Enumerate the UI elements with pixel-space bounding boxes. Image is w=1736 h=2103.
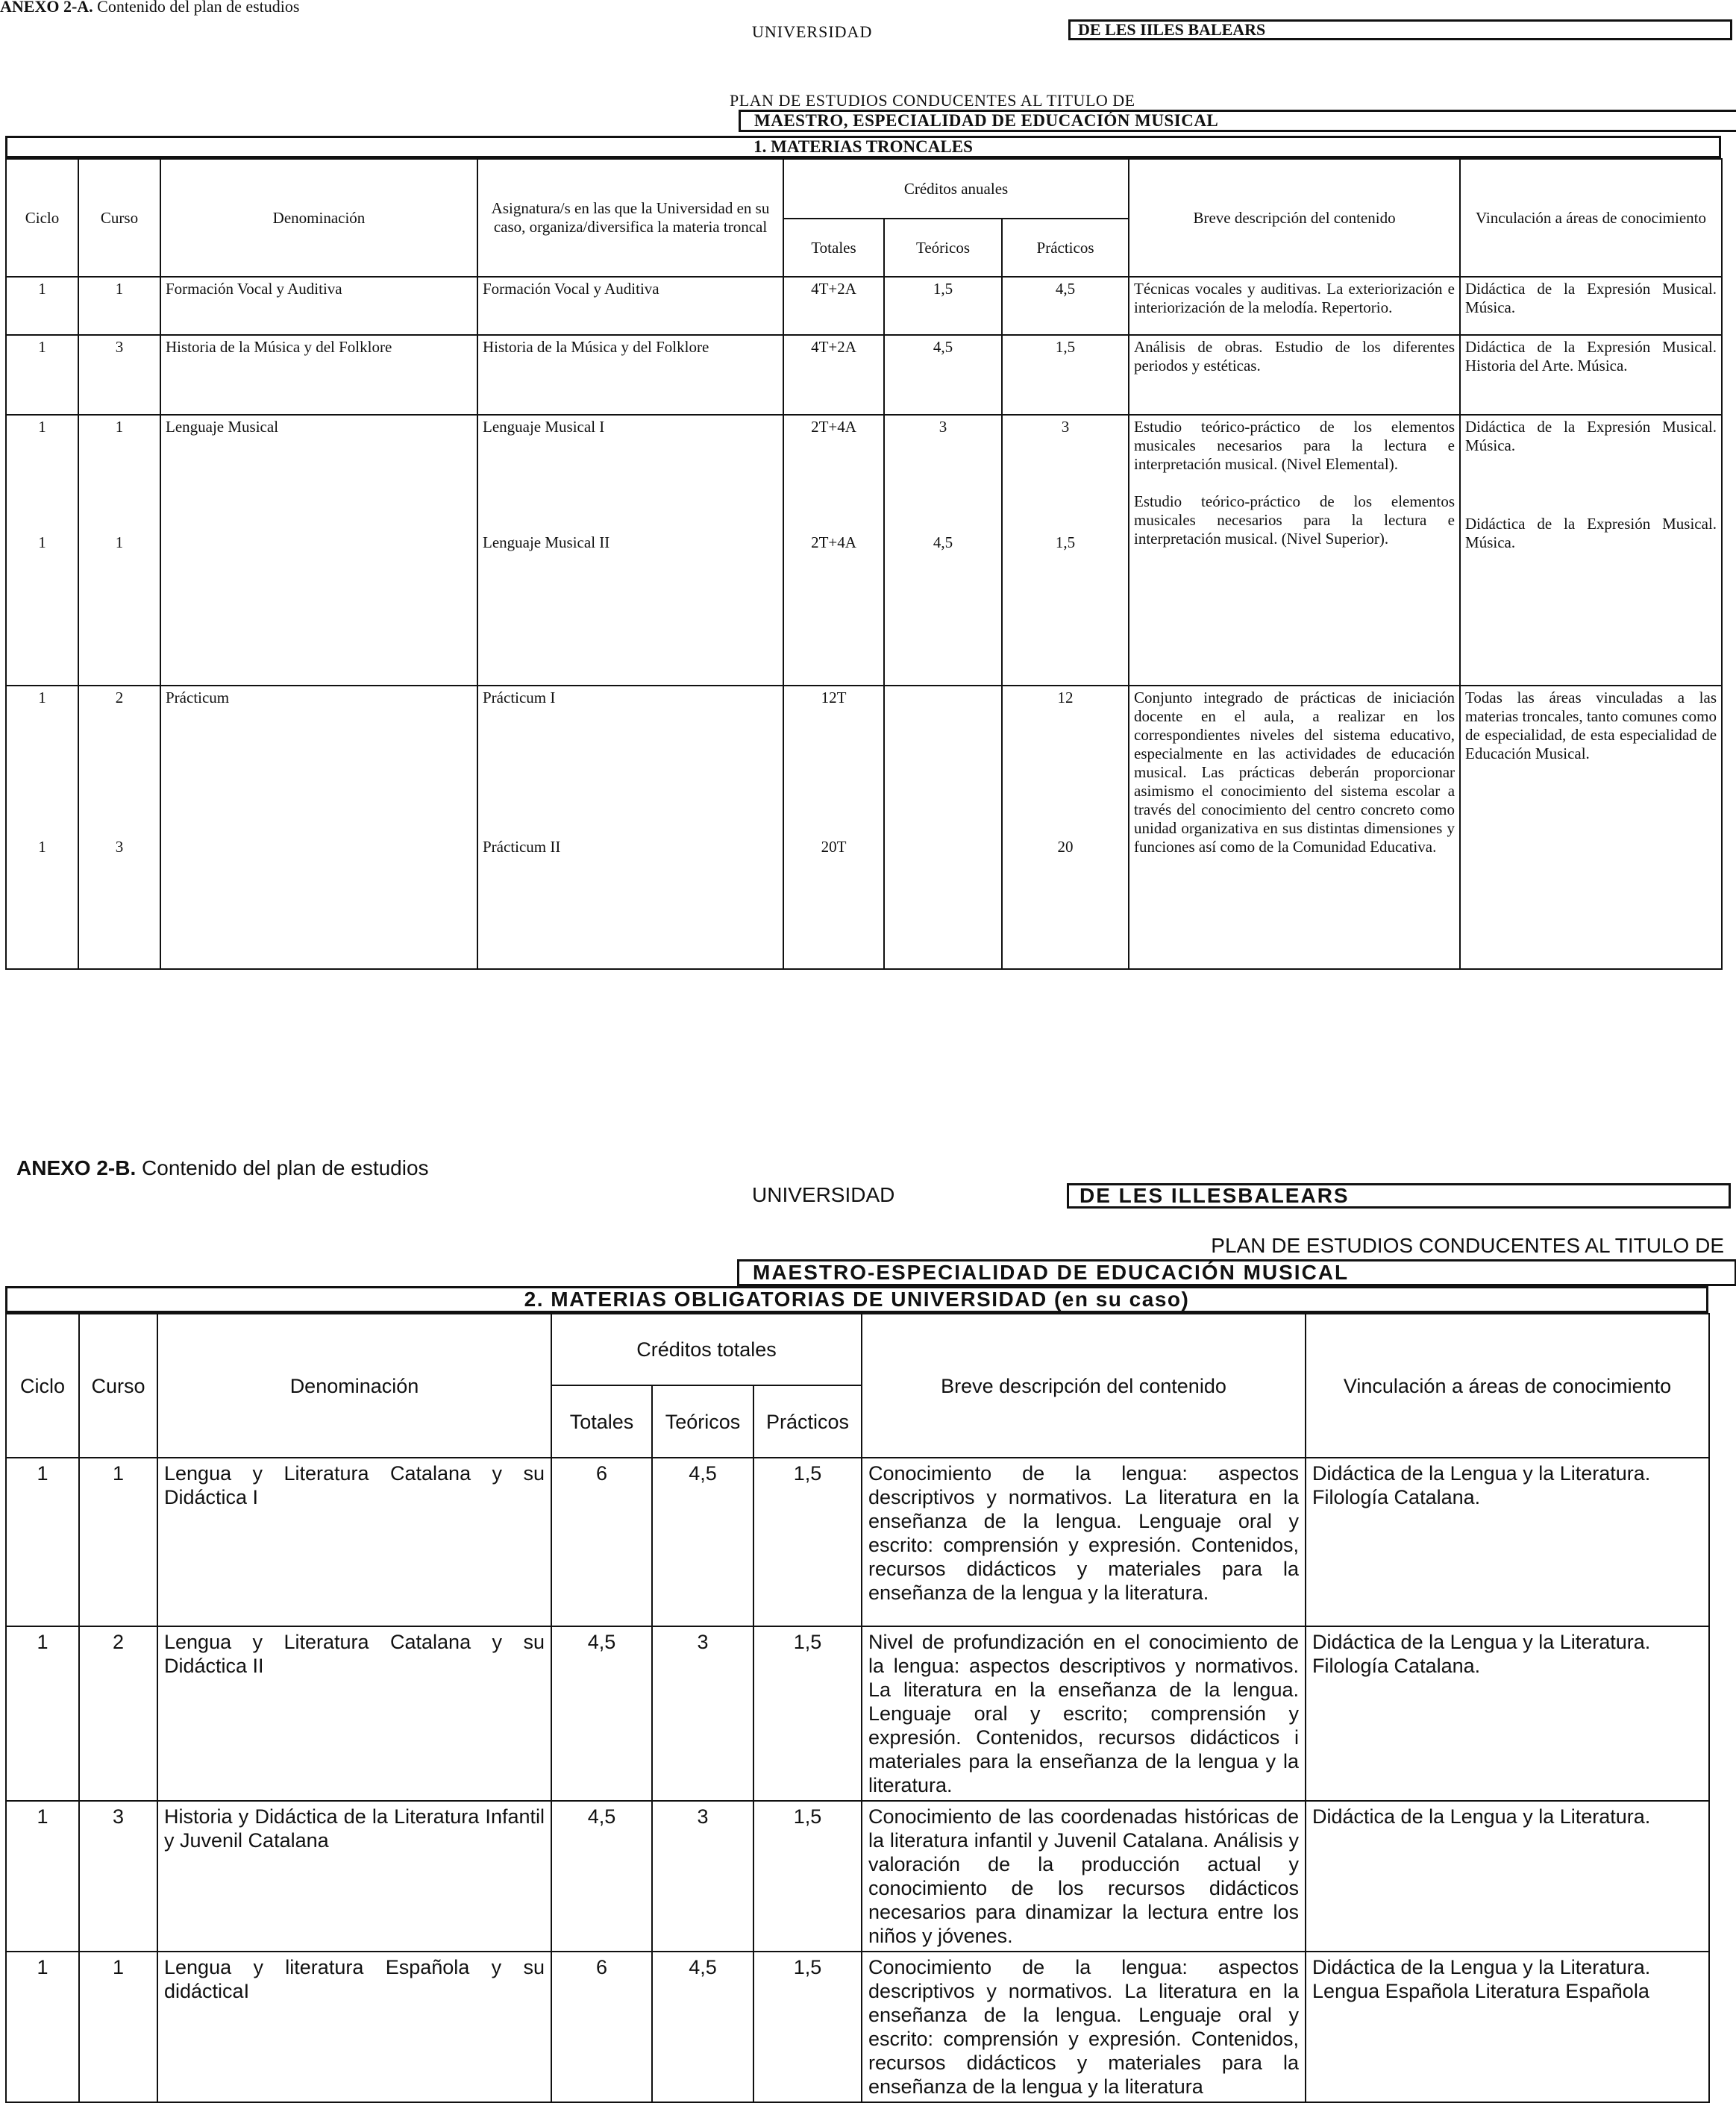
cell-asignatura: Historia de la Música y del Folklore <box>477 335 783 415</box>
section-title: 1. MATERIAS TRONCALES <box>5 136 1721 158</box>
cell-totales: 4,5 <box>551 1801 652 1952</box>
asignatura-2: Lenguaje Musical II <box>483 533 610 551</box>
curso-2: 3 <box>115 838 124 856</box>
materias-troncales-table <box>5 158 1723 970</box>
cell-teoricos: 3 <box>652 1801 753 1952</box>
header-creditos: Créditos totales <box>551 1314 862 1385</box>
cell-curso: 1 <box>78 277 160 335</box>
cell-practicos: 1,5 <box>753 1801 862 1952</box>
table-row <box>6 1801 1709 1952</box>
header-creditos: Créditos anuales <box>783 159 1129 219</box>
header-ciclo: Ciclo <box>6 159 78 277</box>
cell-totales <box>783 686 884 969</box>
descripcion-1: Estudio teórico-práctico de los elementos musicales necesarios para la lectura e interpretación musical. (Nivel Elemental). <box>1134 418 1455 473</box>
cell-descripcion: Conocimiento de la lengua: aspectos descriptivos y normativos. La literatura en la enseñanza de la lengua. Lenguaje oral y escrito: comprensión y expresión. Contenidos, recursos didácticos y materiales para la enseñanza de la lengua y la literatura <box>862 1952 1306 2102</box>
header-totales: Totales <box>551 1385 652 1458</box>
cell-curso: 3 <box>78 335 160 415</box>
cell-curso <box>78 415 160 686</box>
cell-denominacion: Lengua y Literatura Catalana y su Didáctica I <box>157 1458 551 1626</box>
section-title: 2. MATERIAS OBLIGATORIAS DE UNIVERSIDAD (en su caso) <box>5 1286 1708 1313</box>
cell-practicos <box>1002 686 1129 969</box>
curso-2: 1 <box>115 533 124 551</box>
teoricos-1: 3 <box>938 418 947 436</box>
header-practicos: Prácticos <box>753 1385 862 1458</box>
cell-practicos: 1,5 <box>753 1952 862 2102</box>
materias-obligatorias-table <box>5 1313 1710 2103</box>
cell-curso <box>78 686 160 969</box>
cell-descripcion: Técnicas vocales y auditivas. La exteriorización e interiorización de la melodía. Repertorio. <box>1129 277 1460 335</box>
cell-curso: 2 <box>79 1626 157 1801</box>
cell-denominacion: Lengua y literatura Española y su didácticaI <box>157 1952 551 2102</box>
table-row <box>6 1626 1709 1801</box>
table-row <box>6 686 1722 969</box>
ciclo-2: 1 <box>38 838 46 856</box>
practicos-2: 1,5 <box>1055 533 1076 551</box>
header-curso: Curso <box>78 159 160 277</box>
cell-vinculacion: Didáctica de la Expresión Musical. Historia del Arte. Música. <box>1460 335 1722 415</box>
header-asignaturas: Asignatura/s en las que la Universidad en su caso, organiza/diversifica la materia troncal <box>477 159 783 277</box>
cell-totales: 6 <box>551 1458 652 1626</box>
table-row <box>6 277 1722 335</box>
cell-teoricos: 3 <box>652 1626 753 1801</box>
asignatura-1: Prácticum I <box>483 689 556 706</box>
totales-1: 2T+4A <box>811 418 856 436</box>
university-name: DE LES IILES BALEARS <box>1068 19 1732 40</box>
curso-1: 2 <box>115 689 124 706</box>
cell-denominacion: Lengua y Literatura Catalana y su Didáctica II <box>157 1626 551 1801</box>
cell-ciclo: 1 <box>6 277 78 335</box>
asignatura-2: Prácticum II <box>483 838 561 856</box>
cell-totales: 4T+2A <box>783 277 884 335</box>
cell-practicos: 1,5 <box>1002 335 1129 415</box>
cell-asignatura: Formación Vocal y Auditiva <box>477 277 783 335</box>
cell-teoricos <box>884 686 1002 969</box>
header-vinculacion: Vinculación a áreas de conocimiento <box>1460 159 1722 277</box>
cell-ciclo <box>6 415 78 686</box>
header-curso: Curso <box>79 1314 157 1458</box>
cell-vinculacion: Didáctica de la Expresión Musical. Música. <box>1460 277 1722 335</box>
cell-ciclo: 1 <box>6 1458 79 1626</box>
practicos-1: 3 <box>1061 418 1070 436</box>
header-descripcion: Breve descripción del contenido <box>862 1314 1306 1458</box>
cell-vinculacion <box>1460 415 1722 686</box>
totales-2: 2T+4A <box>811 533 856 551</box>
cell-totales: 4T+2A <box>783 335 884 415</box>
cell-totales: 4,5 <box>551 1626 652 1801</box>
cell-teoricos: 4,5 <box>652 1458 753 1626</box>
cell-ciclo: 1 <box>6 335 78 415</box>
cell-ciclo <box>6 686 78 969</box>
cell-practicos: 4,5 <box>1002 277 1129 335</box>
cell-descripcion: Análisis de obras. Estudio de los diferentes periodos y estéticas. <box>1129 335 1460 415</box>
header-teoricos: Teóricos <box>884 219 1002 277</box>
cell-descripcion: Conjunto integrado de prácticas de iniciación docente en el aula, a realizar en los correspondientes niveles del sistema educativo, especialmente en las actividades de educación musical. Las prácticas deberán proporcionar asimismo el conocimiento del sistema escolar a través del conocimiento del centro concreto como unidad organizativa en sus distintas dimensiones y funciones así como de la Comunidad Educativa. <box>1129 686 1460 969</box>
university-label: UNIVERSIDAD <box>752 22 873 41</box>
cell-denominacion: Historia y Didáctica de la Literatura Infantil y Juvenil Catalana <box>157 1801 551 1952</box>
cell-asignatura <box>477 686 783 969</box>
table-row <box>6 335 1722 415</box>
ciclo-2: 1 <box>38 533 46 551</box>
table-row <box>6 1458 1709 1626</box>
cell-descripcion <box>1129 415 1460 686</box>
header-practicos: Prácticos <box>1002 219 1129 277</box>
table-row <box>6 1952 1709 2102</box>
cell-descripcion: Conocimiento de la lengua: aspectos descriptivos y normativos. La literatura en la enseñanza de la lengua. Lenguaje oral y escrito: comprensión y expresión. Contenidos, recursos didácticos y materiales para la enseñanza de la lengua y la literatura. <box>862 1458 1306 1626</box>
ciclo-1: 1 <box>38 418 46 436</box>
cell-teoricos: 1,5 <box>884 277 1002 335</box>
cell-totales: 6 <box>551 1952 652 2102</box>
cell-practicos: 1,5 <box>753 1458 862 1626</box>
teoricos-2: 4,5 <box>933 533 953 551</box>
cell-teoricos <box>884 415 1002 686</box>
header-teoricos: Teóricos <box>652 1385 753 1458</box>
header-ciclo: Ciclo <box>6 1314 79 1458</box>
cell-totales <box>783 415 884 686</box>
cell-vinculacion: Didáctica de la Lengua y la Literatura. Lengua Española Literatura Española <box>1306 1952 1709 2102</box>
table-row <box>6 415 1722 686</box>
header-vinculacion: Vinculación a áreas de conocimiento <box>1306 1314 1709 1458</box>
cell-denominacion: Lenguaje Musical <box>160 415 477 686</box>
cell-ciclo: 1 <box>6 1801 79 1952</box>
annex-b-title: ANEXO 2-B. Contenido del plan de estudios <box>16 1156 429 1179</box>
cell-practicos: 1,5 <box>753 1626 862 1801</box>
vinculacion-2: Didáctica de la Expresión Musical. Música. <box>1465 515 1717 551</box>
cell-curso: 1 <box>79 1458 157 1626</box>
university-name: DE LES ILLESBALEARS <box>1067 1183 1731 1209</box>
cell-denominacion: Prácticum <box>160 686 477 969</box>
cell-descripcion: Conocimiento de las coordenadas históricas de la literatura infantil y Juvenil Catalana. Análisis y valoración de la producción actual y conocimiento de los recursos didácticos necesarios para dinamizar la lectura entre los niños y jóvenes. <box>862 1801 1306 1952</box>
cell-vinculacion: Todas las áreas vinculadas a las materias troncales, tanto comunes como de especialidad, de esta especialidad de Educación Musical. <box>1460 686 1722 969</box>
cell-vinculacion: Didáctica de la Lengua y la Literatura. Filología Catalana. <box>1306 1458 1709 1626</box>
cell-ciclo: 1 <box>6 1952 79 2102</box>
degree-title: MAESTRO, ESPECIALIDAD DE EDUCACIÓN MUSICAL <box>739 110 1736 132</box>
practicos-1: 12 <box>1057 689 1074 706</box>
cell-descripcion: Nivel de profundización en el conocimiento de la lengua: aspectos descriptivos y normativos. La literatura en la enseñanza de la lengua. Lenguaje oral y escrito; comprensión y expresión. Contenidos, recursos didácticos i materiales para la enseñanza de la lengua y la literatura. <box>862 1626 1306 1801</box>
cell-denominacion: Historia de la Música y del Folklore <box>160 335 477 415</box>
header-totales: Totales <box>783 219 884 277</box>
plan-label: PLAN DE ESTUDIOS CONDUCENTES AL TITULO DE <box>1211 1234 1724 1257</box>
practicos-2: 20 <box>1057 838 1074 856</box>
annex-a-title: ANEXO 2-A. Contenido del plan de estudios <box>0 0 300 16</box>
cell-curso: 3 <box>79 1801 157 1952</box>
header-descripcion: Breve descripción del contenido <box>1129 159 1460 277</box>
cell-teoricos: 4,5 <box>652 1952 753 2102</box>
header-denominacion: Denominación <box>160 159 477 277</box>
curso-1: 1 <box>115 418 124 436</box>
vinculacion-1: Didáctica de la Expresión Musical. Música. <box>1465 418 1717 454</box>
cell-curso: 1 <box>79 1952 157 2102</box>
university-label: UNIVERSIDAD <box>752 1183 895 1206</box>
annex-a <box>0 0 1736 985</box>
cell-teoricos: 4,5 <box>884 335 1002 415</box>
totales-2: 20T <box>821 838 847 856</box>
totales-1: 12T <box>821 689 847 706</box>
cell-denominacion: Formación Vocal y Auditiva <box>160 277 477 335</box>
cell-practicos <box>1002 415 1129 686</box>
header-denominacion: Denominación <box>157 1314 551 1458</box>
cell-asignatura <box>477 415 783 686</box>
cell-vinculacion: Didáctica de la Lengua y la Literatura. <box>1306 1801 1709 1952</box>
cell-vinculacion: Didáctica de la Lengua y la Literatura. Filología Catalana. <box>1306 1626 1709 1801</box>
degree-title: MAESTRO-ESPECIALIDAD DE EDUCACIÓN MUSICAL <box>737 1259 1736 1286</box>
ciclo-1: 1 <box>38 689 46 706</box>
descripcion-2: Estudio teórico-práctico de los elementos musicales necesarios para la lectura e interpretación musical. (Nivel Superior). <box>1134 492 1455 548</box>
cell-ciclo: 1 <box>6 1626 79 1801</box>
asignatura-1: Lenguaje Musical I <box>483 418 605 436</box>
plan-label: PLAN DE ESTUDIOS CONDUCENTES AL TITULO DE <box>730 91 1135 110</box>
